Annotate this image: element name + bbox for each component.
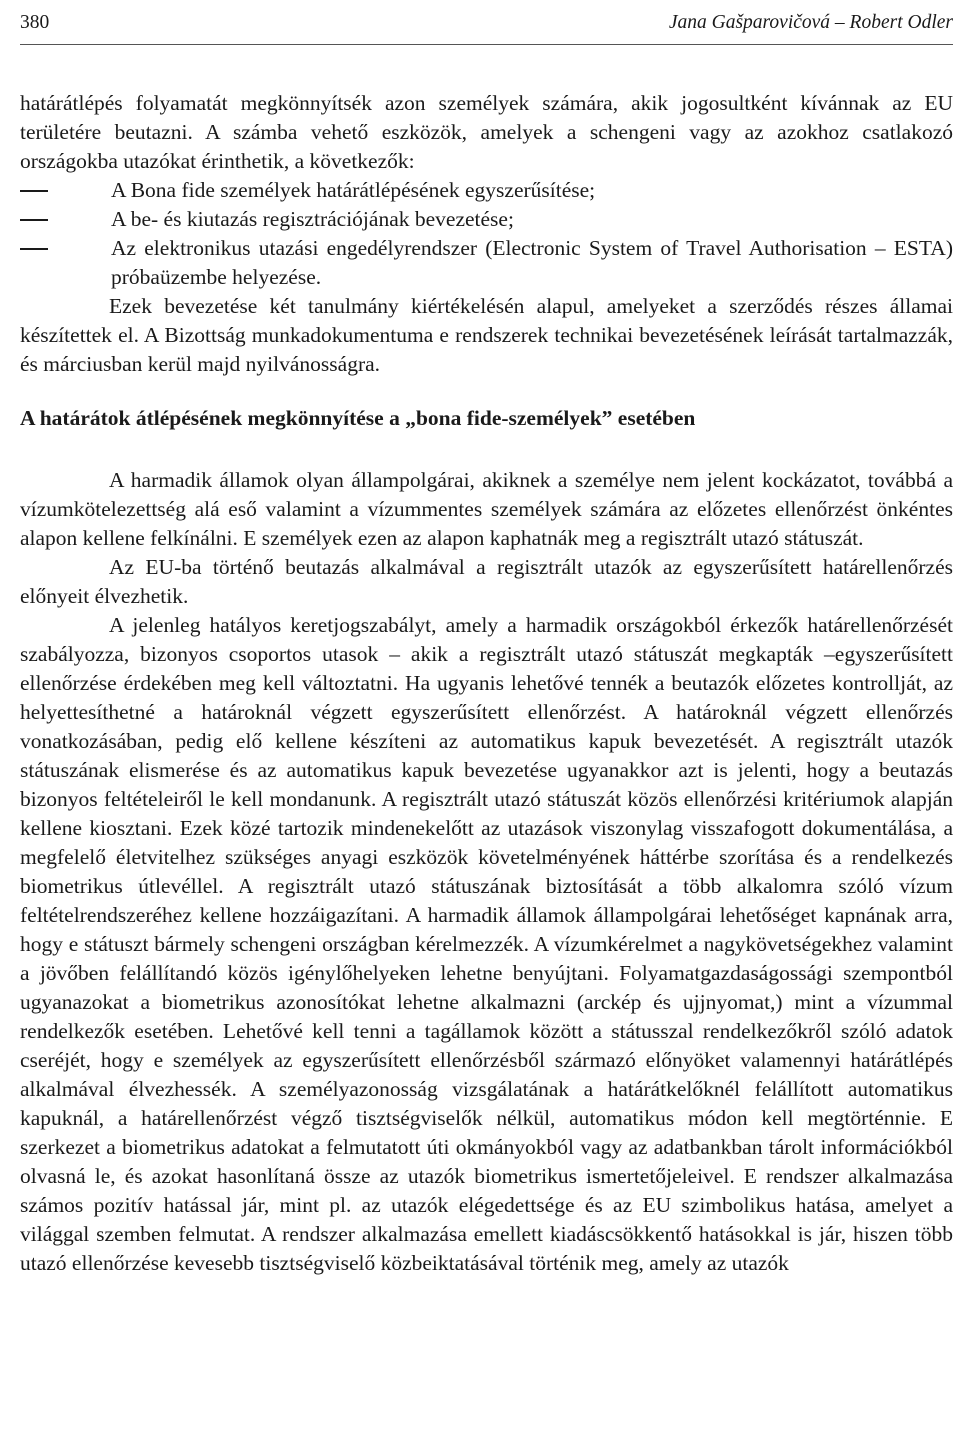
- dash-list: [20, 176, 953, 292]
- page-body: [20, 45, 953, 1278]
- body-paragraph: Az EU-ba történő beutazás alkalmával a regisztrált utazók az egyszerűsített határellenőrzés előnyeit élvezhetik.: [20, 555, 953, 608]
- document-page: [20, 0, 953, 1278]
- body-paragraph: A jelenleg hatályos keretjogszabályt, amely a harmadik országokból érkezők határellenőrzését szabályozza, bizonyos csoportos utasok – akik a regisztrált utazó státuszát megkapták –egyszerűsített ellenőrzése érdekében meg kell változtatni. Ha ugyanis lehetővé tennék a beutazók előzetes kontrollját, az helyettesíthetné a határoknál végzett egyszerűsített ellenőrzést. A határoknál végzett ellenőrzés vonatkozásában, pedig elő kellene készíteni az automatikus kapuk bevezetését. A regisztrált utazók státuszának elismerése és az automatikus kapuk bevezetése ugyanakkor azt is jelenti, hogy a beutazás bizonyos feltételeiről le kell mondanunk. A regisztrált utazó státuszát közös ellenőrzési kritériumok alapján kellene kiosztani. Ezek közé tartozik mindenekelőtt az utazások viszonylag visszafogott dokumentálása, a megfelelő életvitelhez szükséges anyagi eszközök követelményének háttérbe szorítása és a rendelkezés biometrikus útlevéllel. A regisztrált utazó státuszának biztosítását a több alkalomra szóló vízum feltételrendszeréhez kellene hozzáigazítani. A harmadik államok állampolgárai lehetőséget kapnának arra, hogy e státuszt bármely schengeni országban kérelmezzék. A vízumkérelmet a nagykövetségekhez valamint a jövőben felállítandó közös igénylőhelyeken lehetne benyújtani. Folyamatgazdaságossági szempontból ugyanazokat a biometrikus azonosítókat lehetne alkalmazni (arckép és ujjnyomat,) mint a vízummal rendelkezők esetében. Lehetővé kell tenni a tagállamok között a státusszal rendelkezőkről szóló adatok cseréjét, hogy e személyek az egyszerűsített ellenőrzésből származó előnyöket valamennyi határátlépés alkalmával élvezhessék. A személyazonosság vizsgálatának a határátkelőknél felállított automatikus kapuknál, a határellenőrzést végző tisztségviselők nélkül, automatikus módon kell megtörténnie. E szerkezet a biometrikus adatokat a felmutatott úti okmányokból vagy az adatbankban tárolt információkból olvasná le, és azokat hasonlítaná össze az utazók biometrikus ismertetőjeleivel. E rendszer alkalmazása számos pozitív hatással jár, mint pl. az utazók elégedettsége és az EU szimbolikus hatása, amelyet a világgal szemben felmutat. A rendszer alkalmazása emellett kiadáscsökkentő hatásokkal is jár, hiszen több utazó ellenőrzése kevesebb tisztségviselő közbeiktatásával történik meg, amely az utazók: [20, 613, 953, 1275]
- list-item: A be- és kiutazás regisztrációjának bevezetése;: [20, 205, 953, 234]
- list-item: A Bona fide személyek határátlépésének egyszerűsítése;: [20, 176, 953, 205]
- after-list-paragraph: Ezek bevezetése két tanulmány kiértékelésén alapul, amelyeket a szerződés részes államai készítettek el. A Bizottság munkadokumentuma e rendszerek technikai bevezetésének leírását tartalmazzák, és márciusban kerül majd nyilvánosságra.: [20, 294, 953, 376]
- list-item: Az elektronikus utazási engedélyrendszer (Electronic System of Travel Authorisation – ESTA) próbaüzembe helyezése.: [20, 234, 953, 292]
- running-head-authors: Jana Gašparovičová – Robert Odler: [668, 11, 953, 33]
- body-paragraph: A harmadik államok olyan állampolgárai, akiknek a személye nem jelent kockázatot, továbbá a vízumkötelezettség alá eső valamint a vízummentes személyek számára az előzetes ellenőrzést önkéntes alapon kellene felkínálni. E személyek ezen az alapon kaphatnák meg a regisztrált utazó státuszát.: [20, 468, 953, 550]
- intro-paragraph: határátlépés folyamatát megkönnyítsék azon személyek számára, akik jogosultként kívánnak az EU területére beutazni. A számba vehető eszközök, amelyek a schengeni vagy az azokhoz csatlakozó országokba utazókat érinthetik, a következők:: [20, 91, 953, 173]
- section-heading: A határátok átlépésének megkönnyítése a „bona fide-személyek” esetében: [20, 406, 696, 430]
- page-header: [20, 0, 953, 45]
- page-number: 380: [20, 11, 50, 33]
